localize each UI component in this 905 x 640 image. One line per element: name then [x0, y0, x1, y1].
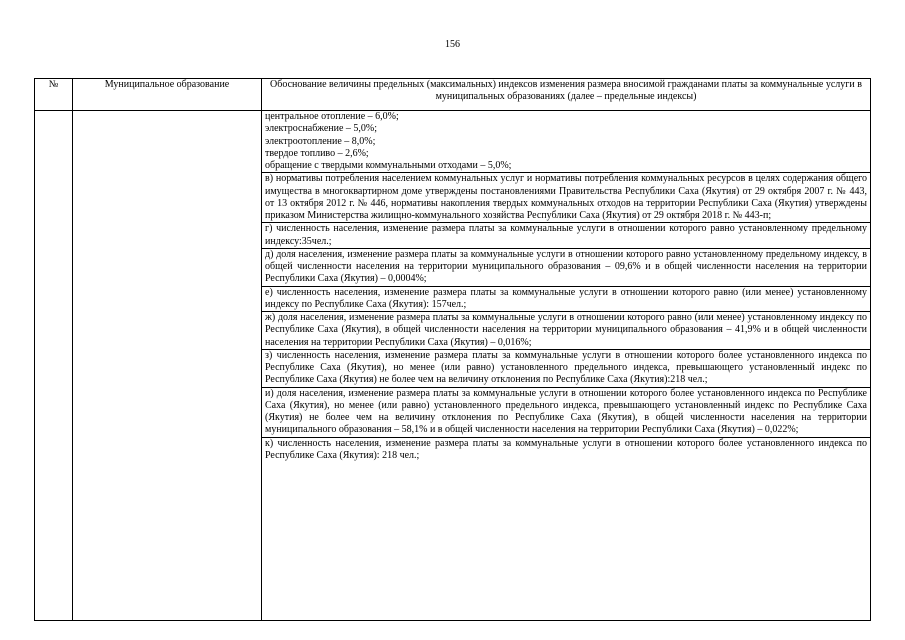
paragraph-zh: ж) доля населения, изменение размера платы за коммунальные услуги в отношении которого равно (или менее) установленному индексу по Республике Саха (Якутия), в общей численности населения на территории муниципального образования – 41,9% и в общей численности населения на территории Республики Саха (Якутия) – 0,016%; [262, 311, 870, 349]
tariff-line: электроснабжение – 5,0%; [265, 123, 378, 135]
cell-municipality [73, 111, 262, 621]
paragraph-z: з) численность населения, изменение размера платы за коммунальные услуги в отношении которого более установленного индекса по Республике Саха (Якутия), но менее (или равно) установленного предельного индекса, превышающего установленный индекс по Республике Саха (Якутия) не более чем на величину отклонения по Республике Саха (Якутия):218 чел.; [262, 349, 870, 387]
tariff-line: обращение с твердыми коммунальными отходами – 5,0%; [265, 160, 512, 171]
table-body-row [35, 111, 871, 621]
table-header-row [35, 79, 871, 111]
paragraph-g: г) численность населения, изменение размера платы за коммунальные услуги в отношении которого равно установленному предельному индексу:35чел.; [262, 222, 870, 248]
tariff-line: электроотопление – 8,0%; [265, 135, 376, 147]
tariff-lines-block [262, 111, 870, 172]
paragraph-v: в) нормативы потребления населением коммунальных услуг и нормативы потребления коммунальных ресурсов в целях содержания общего имущества в многоквартирном доме утверждены постановлениями Правительства Республики Саха (Якутия) от 29 октября 2007 г. № 443, от 13 октября 2012 г. № 446, нормативы накопления твердых коммунальных отходов на территории Республики Саха (Якутия) утверждены приказом Министерства жилищно-коммунального хозяйства Республики Саха (Якутия) от 29 октября 2018 г. № 443-п; [262, 172, 870, 222]
paragraph-i: и) доля населения, изменение размера платы за коммунальные услуги в отношении которого более установленного индекса по Республике Саха (Якутия), но менее (или равно) установленного предельного индекса, превышающего установленный индекс по Республике Саха (Якутия) не более чем на величину отклонения по Республике Саха (Якутия), в общей численности населения на территории муниципального образования – 58,1% и в общей численности населения на территории Республики Саха (Якутия) – 0,022%; [262, 387, 870, 437]
tariff-line: твердое топливо – 2,6%; [265, 147, 369, 159]
header-justification: Обоснование величины предельных (максимальных) индексов изменения размера вносимой гражданами платы за коммунальные услуги в муниципальных образованиях (далее – предельные индексы) [262, 79, 871, 111]
header-number: № [35, 79, 73, 111]
page-number: 156 [445, 39, 460, 50]
paragraph-d: д) доля населения, изменение размера платы за коммунальные услуги в отношении которого равно установленному предельному индексу, в общей численности населения на территории муниципального образования – 09,6% и в общей численности населения на территории Республики Саха (Якутия) – 0,0004%; [262, 248, 870, 286]
header-municipality: Муниципальное образование [73, 79, 262, 111]
paragraph-e: е) численность населения, изменение размера платы за коммунальные услуги в отношении которого равно (или менее) установленному индексу по Республике Саха (Якутия): 157чел.; [262, 286, 870, 312]
paragraph-k: к) численность населения, изменение размера платы за коммунальные услуги в отношении которого более установленного индекса по Республике Саха (Якутия): 218 чел.; [262, 437, 870, 463]
justification-content [262, 111, 870, 462]
tariff-line: центральное отопление – 6,0%; [265, 111, 399, 122]
index-justification-table [34, 78, 871, 621]
cell-number [35, 111, 73, 621]
cell-justification [262, 111, 871, 621]
